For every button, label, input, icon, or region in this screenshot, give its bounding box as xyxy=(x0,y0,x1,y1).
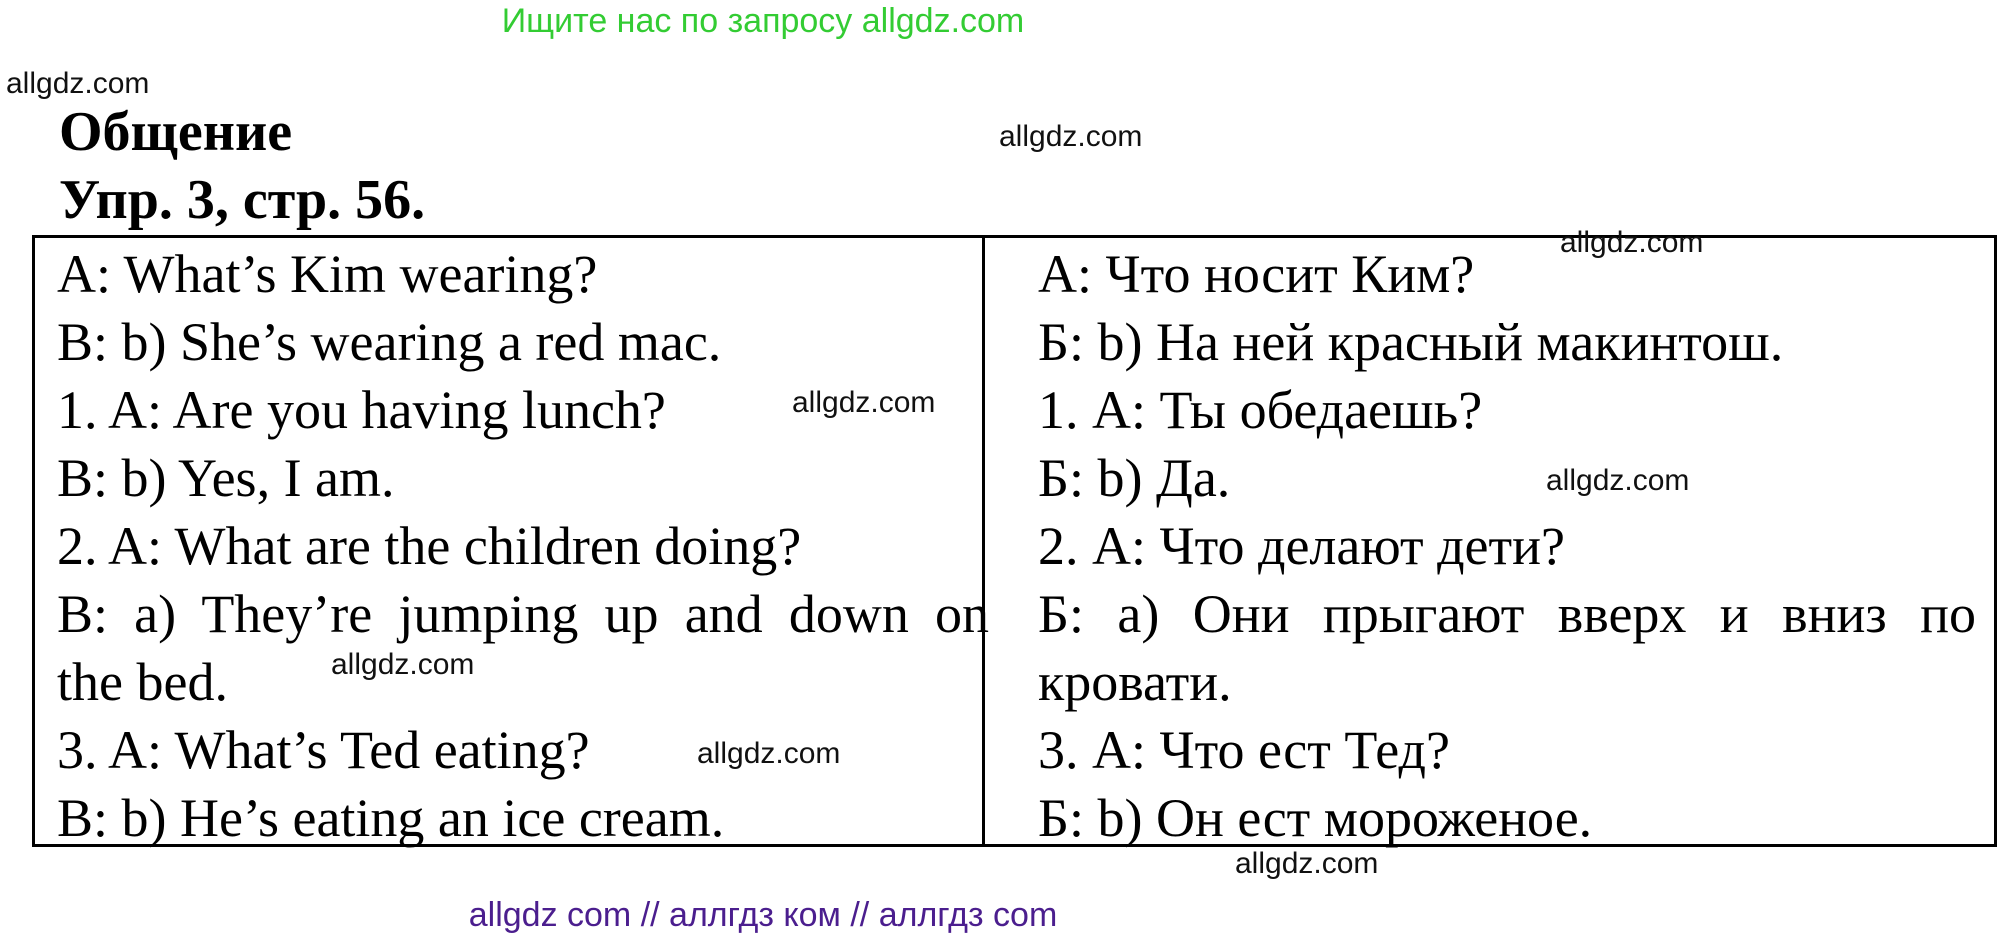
watermark: allgdz.com xyxy=(1235,847,1379,880)
russian-line: 1. А: Ты обедаешь? xyxy=(1038,380,1483,440)
english-line: B: b) She’s wearing a red mac. xyxy=(57,312,722,372)
exercise-reference: Упр. 3, стр. 56. xyxy=(59,169,426,231)
bottom-banner: allgdz com // аллгдз ком // аллгдз com xyxy=(468,896,1058,934)
english-line: 2. A: What are the children doing? xyxy=(57,516,802,576)
watermark: allgdz.com xyxy=(999,120,1143,153)
watermark: allgdz.com xyxy=(697,737,841,770)
russian-line: Б: a) Они прыгают вверх и вниз по xyxy=(1038,584,1976,644)
english-line: A: What’s Kim wearing? xyxy=(57,244,598,304)
watermark: allgdz.com xyxy=(6,67,150,100)
russian-line: кровати. xyxy=(1038,652,1232,712)
watermark: allgdz.com xyxy=(1560,226,1704,259)
top-banner: Ищите нас по запросу allgdz.com xyxy=(501,2,1025,40)
english-line: B: b) Yes, I am. xyxy=(57,448,395,508)
english-line: B: b) He’s eating an ice cream. xyxy=(57,788,725,848)
russian-line: 2. А: Что делают дети? xyxy=(1038,516,1565,576)
english-line: 1. A: Are you having lunch? xyxy=(57,380,666,440)
english-line: 3. A: What’s Ted eating? xyxy=(57,720,590,780)
russian-line: 3. А: Что ест Тед? xyxy=(1038,720,1450,780)
english-line: B: a) They’re jumping up and down on xyxy=(57,584,989,644)
section-title: Общение xyxy=(59,101,293,163)
russian-line: Б: b) Да. xyxy=(1038,448,1231,508)
russian-line: Б: b) На ней красный макинтош. xyxy=(1038,312,1784,372)
english-line: the bed. xyxy=(57,652,228,712)
watermark: allgdz.com xyxy=(1546,464,1690,497)
russian-line: Б: b) Он ест мороженое. xyxy=(1038,788,1593,848)
watermark: allgdz.com xyxy=(792,386,936,419)
watermark: allgdz.com xyxy=(331,648,475,681)
russian-line: А: Что носит Ким? xyxy=(1038,244,1475,304)
